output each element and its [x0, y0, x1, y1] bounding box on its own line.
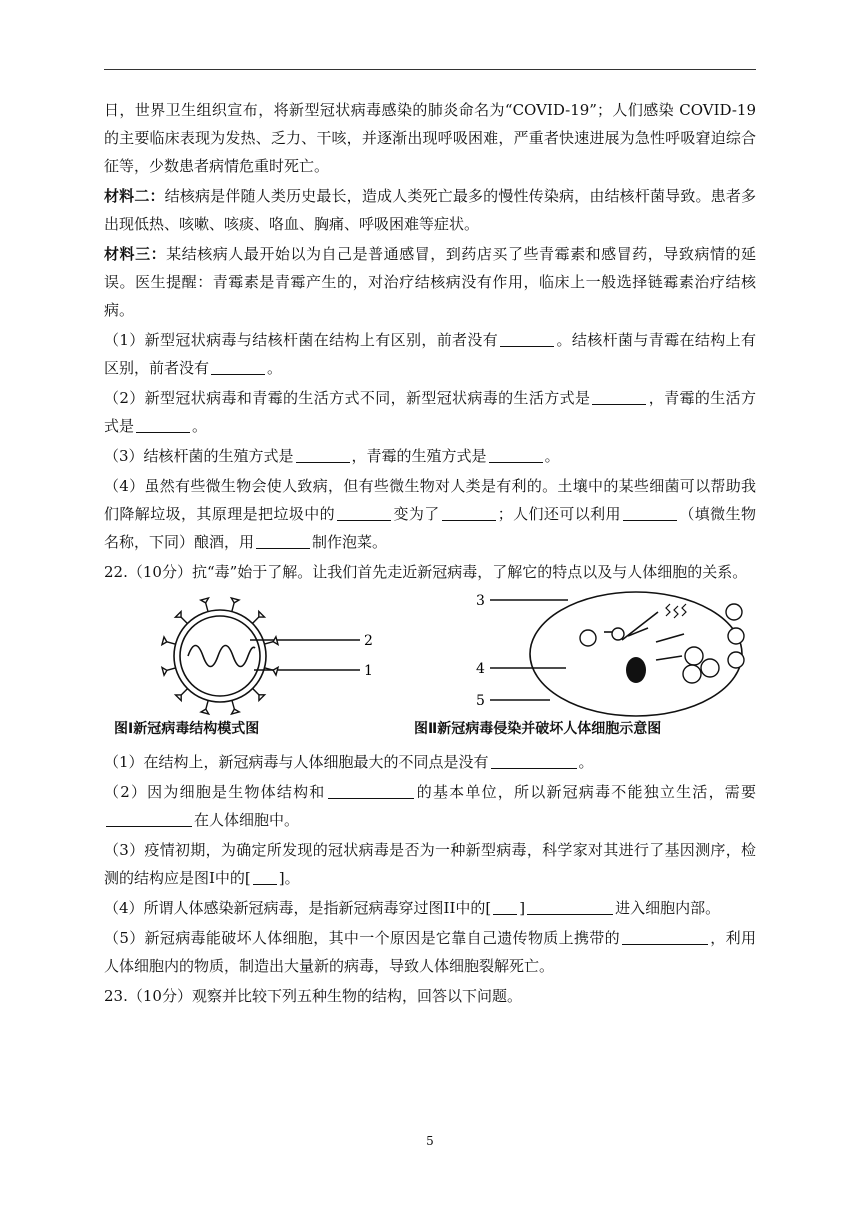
fig1-label-2: 2 — [364, 633, 373, 649]
q22-figures — [104, 590, 756, 746]
answer-blank[interactable] — [106, 810, 192, 827]
q22-part5 — [104, 924, 756, 980]
q21-part4 — [104, 472, 756, 556]
fig2-caption: 图Ⅱ新冠病毒侵染并破坏人体细胞示意图 — [414, 721, 662, 737]
fig1-caption: 图Ⅰ新冠病毒结构模式图 — [114, 721, 260, 737]
q22-title: 22.（10分）抗“毒”始于了解。让我们首先走近新冠病毒，了解它的特点以及与人体细胞的关系。 — [104, 563, 748, 581]
q22-2-text-b: 的基本单位，所以新冠病毒不能独立生活，需要 — [415, 783, 756, 801]
virus-structure-diagram — [156, 596, 386, 716]
answer-blank[interactable] — [500, 330, 554, 347]
answer-blank[interactable] — [211, 358, 265, 375]
answer-blank[interactable] — [592, 388, 646, 405]
answer-blank[interactable] — [489, 446, 543, 463]
spike-protein — [259, 695, 265, 701]
material-two — [104, 182, 756, 238]
page-number: 5 — [426, 1134, 434, 1148]
q22-4-text-c: 进入细胞内部。 — [615, 899, 721, 917]
fig2-label-4: 4 — [476, 661, 485, 677]
q22-1-text-a: （1）在结构上，新冠病毒与人体细胞最大的不同点是没有 — [104, 753, 489, 771]
answer-blank[interactable] — [296, 446, 350, 463]
q21-3-text-b: ，青霉的生殖方式是 — [351, 447, 487, 465]
q22-part4 — [104, 894, 756, 922]
q21-3-text-a: （3）结核杆菌的生殖方式是 — [104, 447, 294, 465]
q21-1-text-a: （1）新型冠状病毒与结核杆菌在结构上有区别，前者没有 — [104, 331, 499, 349]
q21-4-text-c: ；人们还可以利用 — [497, 505, 621, 523]
spike-protein — [176, 695, 182, 701]
cell-infection-diagram — [470, 590, 750, 718]
material-three-text: 某结核病人最开始以为自己是普通感冒，到药店买了些青霉素和感冒药，导致病情的延误。医生提醒：青霉素是青霉产生的，对治疗结核病没有作用，临床上一般选择链霉素治疗结核病。 — [104, 245, 756, 319]
answer-blank[interactable] — [256, 532, 310, 549]
answer-blank[interactable] — [337, 504, 391, 521]
material-three-label: 材料三： — [104, 245, 167, 263]
spike-protein — [259, 611, 265, 617]
q22-4-text-a: （4）所谓人体感染新冠病毒，是指新冠病毒穿过图II中的[ — [104, 899, 492, 917]
q21-4-text-a: （4）虽然有些微生物会使人致病，但有些微生物对人类是有利的。土壤中的某些细菌可以帮助我们降解垃圾，其原理是把垃圾中的 — [104, 477, 756, 523]
page-content — [104, 96, 756, 1010]
answer-blank[interactable] — [328, 782, 414, 799]
answer-blank[interactable] — [623, 504, 677, 521]
fig2-label-3: 3 — [476, 593, 485, 609]
intro-paragraph: 日，世界卫生组织宣布，将新型冠状病毒感染的肺炎命名为“COVID-19”；人们感染 COVID-19 的主要临床表现为发热、乏力、干咳，并逐渐出现呼吸困难，严重者快速进展为急性呼吸窘迫综合征等，少数患者病情危重时死亡。 — [104, 101, 756, 175]
fig2-label-5: 5 — [476, 693, 485, 709]
spike-protein — [162, 637, 167, 645]
answer-blank[interactable] — [442, 504, 496, 521]
q22-part1 — [104, 748, 756, 776]
spike-protein — [273, 637, 278, 645]
spike-protein — [201, 598, 209, 603]
q22-4-text-b: ] — [519, 899, 526, 917]
answer-blank[interactable] — [136, 416, 190, 433]
q22-3-text-a: （3）疫情初期，为确定所发现的冠状病毒是否为一种新型病毒，科学家对其进行了基因测序，检测的结构应是图I中的[ — [104, 841, 756, 887]
q21-4-text-b: 变为了 — [393, 505, 440, 523]
q21-1-text-c: 。 — [267, 359, 283, 377]
spike-protein — [273, 667, 278, 675]
material-three — [104, 240, 756, 324]
fig1-label-1: 1 — [364, 663, 373, 679]
spike-protein — [162, 668, 167, 676]
spike-protein — [232, 709, 240, 714]
q22-part2 — [104, 778, 756, 834]
spike-protein — [231, 598, 239, 603]
q22-3-text-b: ]。 — [278, 869, 300, 887]
q21-1-text-b: 。结核杆菌与青霉在结构上有区别，前者没有 — [104, 331, 756, 377]
spike-protein — [201, 709, 209, 714]
q21-4-text-e: 制作泡菜。 — [312, 533, 388, 551]
material-two-text: 结核病是伴随人类历史最长，造成人类死亡最多的慢性传染病，由结核杆菌导致。患者多出现低热、咳嗽、咳痰、咯血、胸痛、呼吸困难等症状。 — [104, 187, 756, 233]
q21-3-text-c: 。 — [544, 447, 560, 465]
header-rule — [104, 69, 756, 70]
q21-4-text-d: （填微生物名称，下同）酿酒，用 — [104, 505, 756, 551]
answer-blank[interactable] — [622, 928, 708, 945]
answer-blank[interactable] — [527, 898, 613, 915]
q21-2-text-b: ，青霉的生活方式是 — [104, 389, 756, 435]
q21-part1 — [104, 326, 756, 382]
q21-2-text-a: （2）新型冠状病毒和青霉的生活方式不同，新型冠状病毒的生活方式是 — [104, 389, 591, 407]
spike-protein — [175, 612, 181, 618]
answer-blank[interactable] — [491, 752, 577, 769]
q22-1-text-b: 。 — [578, 753, 594, 771]
answer-blank[interactable] — [493, 898, 517, 915]
q22-5-text-b: ，利用人体细胞内的物质，制造出大量新的病毒，导致人体细胞裂解死亡。 — [104, 929, 756, 975]
q21-part2 — [104, 384, 756, 440]
answer-blank[interactable] — [253, 868, 277, 885]
q22-part3 — [104, 836, 756, 892]
material-two-label: 材料二： — [104, 187, 165, 205]
q22-2-text-a: （2）因为细胞是生物体结构和 — [104, 783, 326, 801]
q23-title: 23.（10分）观察并比较下列五种生物的结构，回答以下问题。 — [104, 987, 522, 1005]
q21-2-text-c: 。 — [192, 417, 208, 435]
q22-5-text-a: （5）新冠病毒能破坏人体细胞，其中一个原因是它靠自己遗传物质上携带的 — [104, 929, 620, 947]
q21-part3 — [104, 442, 756, 470]
q22-2-text-c: 在人体细胞中。 — [194, 811, 300, 829]
